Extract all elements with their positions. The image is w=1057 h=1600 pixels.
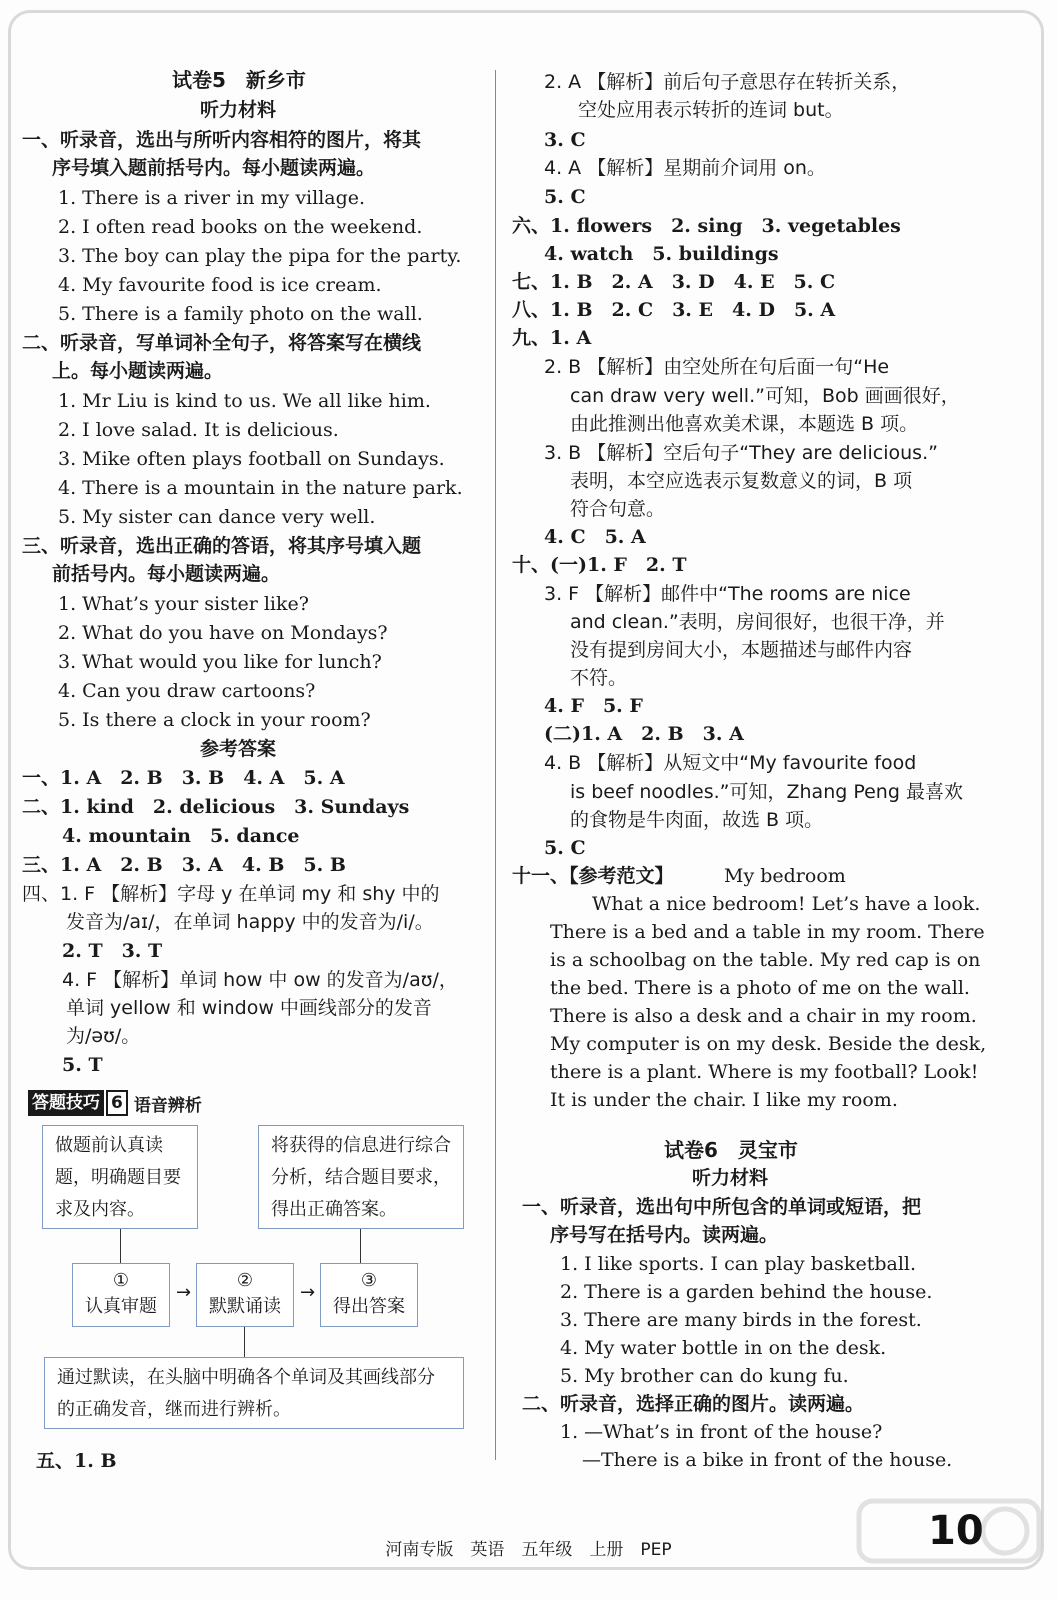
- list-item: 4. There is a mountain in the nature park.: [58, 477, 463, 499]
- answer-line: 的食物是牛肉面，故选 B 项。: [570, 809, 824, 831]
- list-item: 4. My favourite food is ice cream.: [58, 274, 382, 296]
- answer-line: 4. A 【解析】星期前介词用 on。: [544, 157, 826, 179]
- watermark-icon: [855, 1495, 1045, 1595]
- section2-question: 二、听录音，写单词补全句子，将答案写在横线: [22, 332, 422, 354]
- list-item: 4. Can you draw cartoons?: [58, 680, 316, 702]
- answer-line: 二、1. kind 2. delicious 3. Sundays: [22, 796, 410, 818]
- section2-question-cont: 上。每小题读两遍。: [52, 360, 224, 382]
- list-item: 2. I love salad. It is delicious.: [58, 419, 339, 441]
- test6-question2: 二、听录音，选择正确的图片。读两遍。: [522, 1393, 865, 1415]
- test5-title: 试卷5 新乡市: [172, 68, 306, 92]
- answer-line: 九、1. A: [512, 327, 592, 349]
- answers-heading: 参考答案: [200, 738, 277, 760]
- list-item: 3. Mike often plays football on Sundays.: [58, 448, 445, 470]
- answer-line: and clean.”表明，房间很好，也很干净，并: [570, 611, 945, 633]
- step-label: 认真审题: [85, 1296, 157, 1317]
- answer-line: 七、1. B 2. A 3. D 4. E 5. C: [512, 271, 836, 293]
- test6-title: 试卷6 灵宝市: [664, 1138, 798, 1162]
- watermark-logo: [855, 1495, 1045, 1595]
- list-item: 2. What do you have on Mondays?: [58, 622, 388, 644]
- column-divider: [495, 70, 496, 1460]
- tip-box-analyze: 将获得的信息进行综合分析，结合题目要求，得出正确答案。: [258, 1125, 464, 1229]
- answer-line: is beef noodles.”可知，Zhang Peng 最喜欢: [570, 781, 963, 803]
- answer-line: 没有提到房间大小，本题描述与邮件内容: [570, 639, 913, 661]
- answer-line: 5. T: [62, 1054, 103, 1076]
- model-essay-label: 十一、【参考范文】: [512, 865, 674, 887]
- answer-line: 为/əʊ/。: [66, 1025, 141, 1047]
- section1-question-cont: 序号填入题前括号内。每小题读两遍。: [52, 157, 376, 179]
- step-box-2: [196, 1263, 294, 1327]
- answer-line: 三、1. A 2. B 3. A 4. B 5. B: [22, 854, 346, 876]
- arrow-right-icon: →: [176, 1282, 192, 1303]
- list-item: 4. My water bottle in on the desk.: [560, 1337, 887, 1359]
- list-item: 2. There is a garden behind the house.: [560, 1281, 933, 1303]
- answer-line: 5. C: [544, 837, 586, 859]
- step-box-3: [320, 1263, 418, 1327]
- dialogue-line: —There is a bike in front of the house.: [582, 1449, 953, 1471]
- answer-line: 2. A 【解析】前后句子意思存在转折关系，: [544, 71, 911, 93]
- list-item: 5. Is there a clock in your room?: [58, 709, 371, 731]
- test6-question1: 一、听录音，选出句中所包含的单词或短语，把: [522, 1196, 922, 1218]
- answer-line: 2. B 【解析】由空处所在句后面一句“He: [544, 356, 890, 378]
- page-number: 10: [928, 1508, 984, 1554]
- step-label: 得出答案: [333, 1296, 405, 1317]
- answer-line: 表明，本空应选表示复数意义的词，B 项: [570, 470, 913, 492]
- tip-box-read: 做题前认真读题，明确题目要求及内容。: [42, 1125, 198, 1229]
- connector-line: [244, 1327, 245, 1357]
- answer-line: 六、1. flowers 2. sing 3. vegetables: [512, 215, 901, 237]
- answer-line: 五、1. B: [36, 1450, 117, 1472]
- essay-line: is a schoolbag on the table. My red cap is on: [550, 949, 981, 971]
- tips-label: 答题技巧: [28, 1090, 104, 1116]
- list-item: 3. What would you like for lunch?: [58, 651, 382, 673]
- arrow-right-icon: →: [300, 1282, 316, 1303]
- step-number: ③: [360, 1270, 378, 1291]
- essay-line: There is a bed and a table in my room. There: [550, 921, 985, 943]
- list-item: 1. I like sports. I can play basketball.: [560, 1253, 917, 1275]
- answer-line: 四、1. F 【解析】字母 y 在单词 my 和 shy 中的: [22, 883, 440, 905]
- list-item: 1. There is a river in my village.: [58, 187, 366, 209]
- step-label: 默默诵读: [209, 1296, 281, 1317]
- listening-heading: 听力材料: [200, 99, 277, 121]
- section1-question: 一、听录音，选出与所听内容相符的图片，将其: [22, 129, 422, 151]
- list-item: 1. What’s your sister like?: [58, 593, 309, 615]
- section3-question: 三、听录音，选出正确的答语，将其序号填入题: [22, 535, 422, 557]
- answer-line: 4. mountain 5. dance: [62, 825, 300, 847]
- listening-heading-6: 听力材料: [692, 1167, 769, 1189]
- answer-line: 4. F 【解析】单词 how 中 ow 的发音为/aʊ/，: [62, 969, 458, 991]
- step-box-1: [72, 1263, 170, 1327]
- list-item: 3. The boy can play the pipa for the party.: [58, 245, 462, 267]
- essay-line: My computer is on my desk. Beside the desk,: [550, 1033, 987, 1055]
- list-item: 5. My brother can do kung fu.: [560, 1365, 849, 1387]
- essay-line: It is under the chair. I like my room.: [550, 1089, 898, 1111]
- connector-line: [120, 1229, 121, 1263]
- tips-tag: [28, 1090, 202, 1116]
- list-item: 3. There are many birds in the forest.: [560, 1309, 922, 1331]
- answer-line: 3. C: [544, 129, 586, 151]
- essay-line: there is a plant. Where is my football? Look!: [550, 1061, 979, 1083]
- answer-line: 十、(一)1. F 2. T: [512, 554, 687, 576]
- footer-info: 河南专版 英语 五年级 上册 PEP: [385, 1540, 672, 1560]
- step-number: ②: [236, 1270, 254, 1291]
- tip-box-recite: 通过默读，在头脑中明确各个单词及其画线部分的正确发音，继而进行辨析。: [44, 1357, 464, 1429]
- answer-line: 3. B 【解析】空后句子“They are delicious.”: [544, 442, 938, 464]
- answer-line: 4. watch 5. buildings: [544, 243, 779, 265]
- step-number: ①: [112, 1270, 130, 1291]
- answer-line: 单词 yellow 和 window 中画线部分的发音: [66, 997, 432, 1019]
- answer-line: 4. C 5. A: [544, 526, 646, 548]
- answer-line: 5. C: [544, 186, 586, 208]
- essay-title: My bedroom: [724, 865, 846, 887]
- tips-title: 语音辨析: [133, 1095, 202, 1116]
- answer-line: 一、1. A 2. B 3. B 4. A 5. A: [22, 767, 345, 789]
- tips-number: 6: [106, 1090, 128, 1116]
- answer-line: 空处应用表示转折的连词 but。: [578, 99, 844, 121]
- answer-line: can draw very well.”可知，Bob 画画很好，: [570, 385, 960, 407]
- essay-line: There is also a desk and a chair in my room.: [550, 1005, 977, 1027]
- answer-line: 4. F 5. F: [544, 695, 643, 717]
- answer-line: 发音为/aɪ/，在单词 happy 中的发音为/i/。: [66, 911, 434, 933]
- connector-line: [360, 1229, 361, 1263]
- dialogue-line: 1. —What’s in front of the house?: [560, 1421, 883, 1443]
- answer-line: 符合句意。: [570, 498, 666, 520]
- test6-question1-cont: 序号写在括号内。读两遍。: [550, 1224, 779, 1246]
- answer-line: 2. T 3. T: [62, 940, 163, 962]
- essay-line: What a nice bedroom! Let’s have a look.: [592, 893, 981, 915]
- answer-line: 3. F 【解析】邮件中“The rooms are nice: [544, 583, 911, 605]
- answer-line: (二)1. A 2. B 3. A: [544, 723, 744, 745]
- list-item: 5. There is a family photo on the wall.: [58, 303, 423, 325]
- answer-line: 八、1. B 2. C 3. E 4. D 5. A: [512, 299, 836, 321]
- answer-line: 不符。: [570, 667, 628, 689]
- section3-question-cont: 前括号内。每小题读两遍。: [52, 563, 281, 585]
- answer-line: 由此推测出他喜欢美术课，本题选 B 项。: [570, 413, 919, 435]
- answer-line: 4. B 【解析】从短文中“My favourite food: [544, 752, 917, 774]
- list-item: 2. I often read books on the weekend.: [58, 216, 423, 238]
- list-item: 1. Mr Liu is kind to us. We all like him.: [58, 390, 431, 412]
- essay-line: the bed. There is a photo of me on the wall.: [550, 977, 970, 999]
- list-item: 5. My sister can dance very well.: [58, 506, 376, 528]
